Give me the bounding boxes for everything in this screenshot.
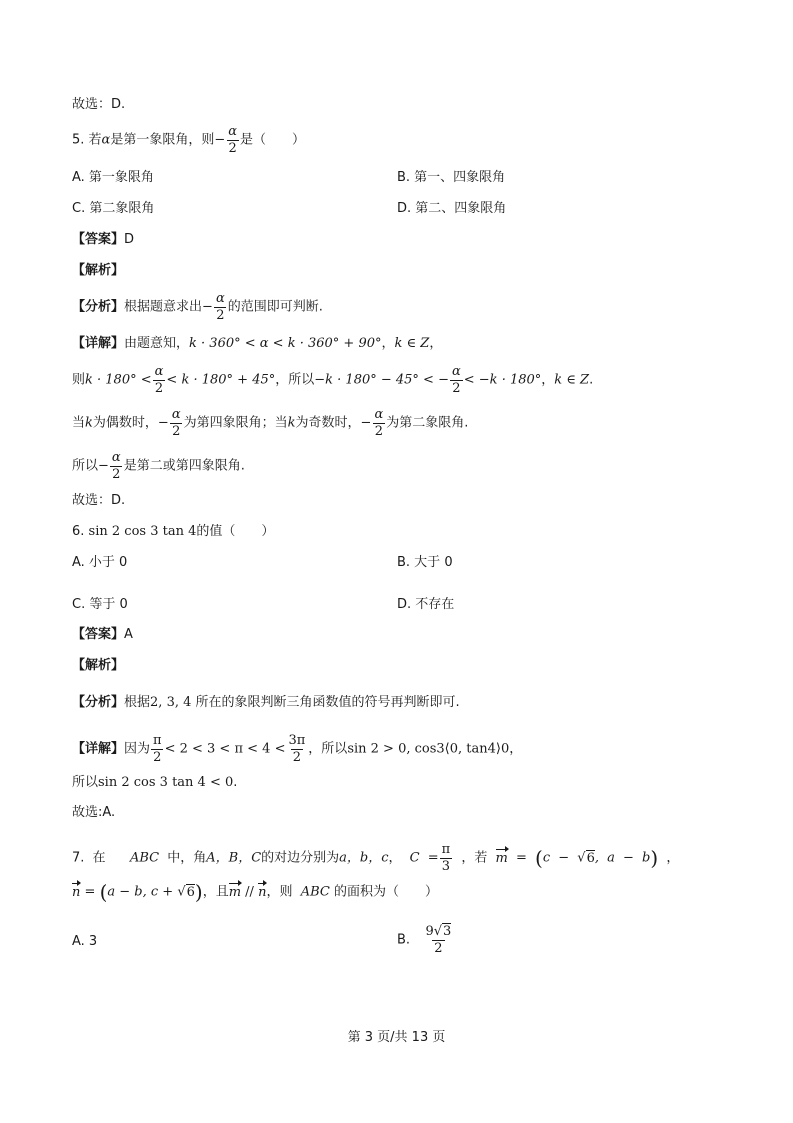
q7-text: 中，角 [167,850,207,866]
k-symbol: k [287,415,296,431]
fraction-denominator: 3 [441,858,451,874]
fraction-denominator: 2 [154,380,164,396]
answer-value: A [124,627,133,642]
q6-answer [72,628,133,641]
vector-m: m [228,884,242,900]
q6-fenxi [72,696,460,709]
q5-detail-4 [72,451,245,481]
sign-expression: sin 2 > 0, cos3⟨0, tan4⟩0 [347,741,510,757]
detail-text: 由题意知， [124,336,190,351]
q7-text: ，则 [266,884,293,900]
fenxi-tag: 【分析】 [72,299,125,315]
q5-stem-end: 是（ ） [240,132,306,148]
minus-sign: − [360,415,372,431]
q5-conclusion: 故选：D. [72,493,126,508]
q5-option-d: D. 第二、四象限角 [397,201,507,216]
final-expression: sin 2 cos 3 tan 4 < 0 [98,775,234,790]
fraction-numerator: α [171,407,181,422]
minus-sign: − [214,132,226,148]
sqrt-six: 6 [586,850,595,866]
fraction-denominator: 2 [216,307,225,323]
vector-m: m [495,850,508,866]
alpha-half-fraction [153,365,166,395]
vector-n: n [72,884,81,900]
three-pi-half-fraction [286,734,307,764]
q6-option-d: D. 不存在 [397,597,455,612]
q5-detail-3 [72,408,468,438]
q5-option-a: A. 第一象限角 [72,170,154,185]
angle-names: A，B，C [206,850,262,866]
q7-stem-1: 7. 在 ABC 中，角A，B，C的对边分别为a，b，c， C = $\frac{\pi}{3}$ ，若 m = (c − √6, a − b) ， [72,842,680,874]
detail-text: 所以 [72,775,99,790]
neg-range-left: −k · 180° − 45° < − [314,372,449,388]
q6-option-b: B. 大于 0 [397,555,453,570]
triangle-name: ABC [129,850,160,866]
fenxi-text-end: 所在的象限判断三角函数值的符号再判断即可. [195,695,460,710]
q5-number: 5. 若 [72,132,102,148]
alpha-half-fraction [450,365,463,395]
q5-option-c: C. 第二象限角 [72,201,155,216]
fraction-numerator: π [441,842,451,857]
q7-number: 7. 在 [72,850,106,866]
fraction-denominator: 2 [434,940,443,956]
fraction-numerator: α [374,407,384,422]
q6-stem-end: 的值（ ） [196,524,275,539]
detail-text: 所以 [72,458,99,474]
side-names: a，b，c [339,850,389,866]
pi-third-fraction [440,843,453,873]
q5-fenxi [72,292,323,322]
equals-sign: = [84,884,96,900]
alpha-range-expr: k · 360° < α < k · 360° + 90° [189,336,382,351]
vector-n: n [258,884,267,900]
alpha-half-fraction [372,408,385,438]
minus-sign: − [157,415,169,431]
sqrt-six: 6 [186,884,195,900]
fraction-numerator: 3π [288,733,306,748]
fraction-numerator: α [215,291,225,306]
fraction-denominator: 2 [112,466,121,482]
q6-conclusion: 故选:A. [72,805,116,820]
neg-range-right: < −k · 180° [463,372,542,388]
q7-option-a: A. 3 [72,934,98,949]
alpha-symbol: α [101,132,111,148]
fraction-denominator: 2 [292,749,302,765]
q5-analysis-tag: 【解析】 [72,263,125,278]
q5-answer [72,233,134,246]
q6-numbers: 2, 3, 4 [150,695,192,710]
angle-c-eq: C = [409,850,439,866]
alpha-half-fraction [226,125,239,155]
q6-number: 6. [72,524,85,539]
detail-tag: 【详解】 [72,336,125,351]
q5-option-b: B. 第一、四象限角 [397,170,506,185]
detail-text: 是第二或第四象限角. [123,458,245,474]
nine-root3-half-fraction: $\frac{9√3}{2}$ [425,924,452,956]
fenxi-tag: 【分析】 [72,695,125,710]
detail-text: ，所以 [308,741,348,757]
q6-analysis-tag: 【解析】 [72,658,125,673]
q6-stem [72,525,274,538]
fraction-denominator: 2 [374,423,383,439]
detail-text: 当 [72,415,86,431]
q5-stem-text: 是第一象限角，则 [110,132,215,148]
option-label: B. [397,932,411,948]
half-range-right: < k · 180° + 45° [166,372,276,388]
detail-tag: 【详解】 [72,741,125,757]
fenxi-text-end: 的范围即可判断. [227,299,323,315]
k-in-z: k ∈ Z [554,372,590,388]
parallel-sign: // [241,884,259,900]
minus-sign: − [202,299,213,315]
fenxi-text: 根据题意求出 [124,299,203,315]
q6-detail-1: 【详解】因为 $\frac{\pi}{2}$ < 2 < 3 < π < 4 < $\frac{3\pi}{2}$ ，所以sin 2 > 0, cos3⟨0, tan4⟩0， [72,733,523,765]
k-symbol: k [85,415,93,431]
sqrt-three: 3 [443,924,452,939]
vector-m-right: , a − b [594,850,651,866]
q5-detail-1: 【详解】由题意知，k · 360° < α < k · 360° + 90°，k ∈ Z， [72,336,443,351]
detail-text: 因为 [124,741,151,757]
minus-sign: − [98,458,109,474]
q7-text: 的对边分别为 [261,850,340,866]
alpha-half-fraction [170,408,183,438]
fraction-denominator: 2 [153,749,162,765]
fraction-numerator: π [153,733,162,748]
k-in-z: k ∈ Z [394,336,430,351]
fraction-numerator: α [111,450,121,465]
answer-tag: 【答案】 [72,232,125,247]
q7-stem-2: n = (a − b, c + √6)，且m // n，则 ABC 的面积为（ ） [72,880,439,904]
q7-option-b [397,925,454,955]
detail-text: ，所以 [275,372,315,388]
inequality-chain: < 2 < 3 < π < 4 < [164,741,286,757]
numerator-nine: 9 [425,924,434,939]
q7-text: 的面积为（ ） [334,884,439,900]
fraction-denominator: 2 [452,380,461,396]
detail-text: 则 [72,372,86,388]
detail-text: 为奇数时， [295,415,361,431]
q6-detail-2: 所以sin 2 cos 3 tan 4 < 0. [72,775,238,790]
detail-text: 为偶数时， [92,415,158,431]
fraction-denominator: 2 [228,140,237,156]
q6-option-a: A. 小于 0 [72,555,128,570]
q7-text: ，若 [461,850,488,866]
q6-option-c: C. 等于 0 [72,597,128,612]
q5-stem [72,125,305,155]
fraction-numerator: α [154,364,164,379]
answer-tag: 【答案】 [72,627,125,642]
half-range-left: k · 180° < [85,372,152,388]
alpha-half-fraction [214,292,227,322]
fraction-numerator: α [228,124,238,139]
q7-text: ，且 [202,884,229,900]
fenxi-text: 根据 [124,695,151,710]
pi-half-fraction [151,734,164,764]
q5-detail-2: 则k · 180° < $\frac{\alpha}{2}$ < k · 180° + 45°，所以−k · 180° − 45° < − $\frac{\alpha}{2}$ < −k · 180°，k ∈ Z. [72,364,594,396]
answer-value: D [124,232,135,247]
q6-expression: sin 2 cos 3 tan 4 [88,524,197,539]
vector-m-left: c − [542,850,578,866]
page-footer: 第 3 页/共 13 页 [347,1030,446,1045]
vector-n-left: a − b, c + [107,884,178,900]
q4-conclusion: 故选：D. [72,97,126,112]
detail-text: 为第四象限角；当 [183,415,288,431]
alpha-half-fraction [110,451,123,481]
equals-sign: = [515,850,527,866]
fraction-denominator: 2 [172,423,181,439]
fraction-numerator: α [451,364,461,379]
detail-text: 为第二象限角. [386,415,469,431]
triangle-name: ABC [300,884,330,900]
